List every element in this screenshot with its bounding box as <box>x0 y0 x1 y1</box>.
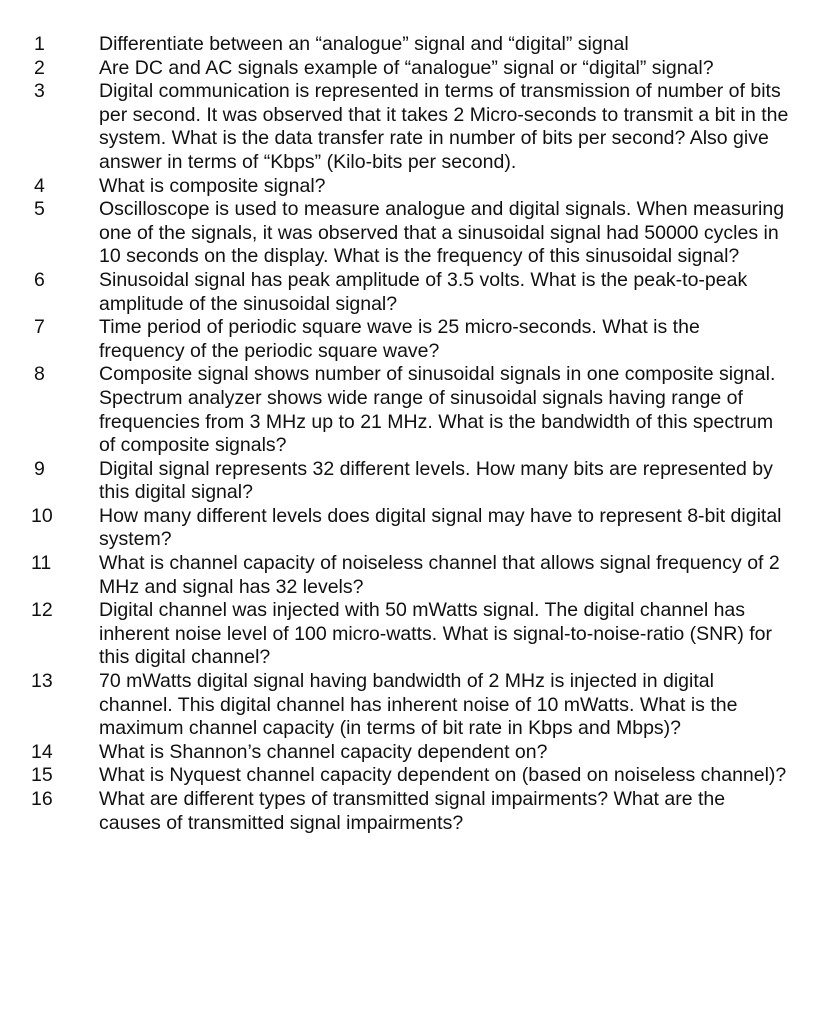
question-text: Oscilloscope is used to measure analogue and digital signals. When measuring one of the signals, it was observed that a sinusoidal signal had 50000 cycles in 10 seconds on the display. What is the frequency of this sinusoidal signal? <box>99 198 785 268</box>
question-number: 9 <box>34 457 45 480</box>
question-number: 15 <box>31 764 53 787</box>
question-item <box>0 57 823 81</box>
question-item <box>0 175 823 199</box>
question-item <box>0 33 823 57</box>
question-number: 7 <box>34 316 45 339</box>
question-text: Digital channel was injected with 50 mWatts signal. The digital channel has inherent noise level of 100 micro-watts. What is signal-to-noise-ratio (SNR) for this digital channel? <box>99 599 773 669</box>
question-number: 5 <box>34 198 45 221</box>
question-number: 2 <box>34 56 45 79</box>
question-text: Digital signal represents 32 different levels. How many bits are represented by this digital signal? <box>99 457 773 504</box>
question-item <box>0 269 823 316</box>
question-number: 10 <box>31 504 53 527</box>
question-number: 14 <box>31 740 53 763</box>
question-text: Time period of periodic square wave is 25 micro-seconds. What is the frequency of the periodic square wave? <box>99 316 700 362</box>
question-text: What are different types of transmitted signal impairments? What are the causes of transmitted signal impairments? <box>99 788 726 834</box>
question-item <box>0 599 823 670</box>
question-item <box>0 316 823 363</box>
question-item <box>0 552 823 599</box>
question-text: 70 mWatts digital signal having bandwidth of 2 MHz is injected in digital channel. This digital channel has inherent noise of 10 mWatts. What is the maximum channel capacity (in terms of bit rate in Kbps and Mbps)? <box>99 670 738 740</box>
question-number: 3 <box>34 80 45 103</box>
question-item <box>0 505 823 552</box>
question-item <box>0 458 823 505</box>
question-item <box>0 788 823 835</box>
question-number: 6 <box>34 268 45 291</box>
question-number: 4 <box>34 174 45 197</box>
question-number: 16 <box>31 788 53 810</box>
question-list <box>0 33 823 835</box>
question-text: What is channel capacity of noiseless channel that allows signal frequency of 2 MHz and signal has 32 levels? <box>99 552 780 598</box>
question-text: Sinusoidal signal has peak amplitude of 3.5 volts. What is the peak-to-peak amplitude of the sinusoidal signal? <box>99 268 748 315</box>
question-item <box>0 741 823 765</box>
question-text: What is Nyquest channel capacity dependent on (based on noiseless channel)? <box>99 764 787 787</box>
question-text: Digital communication is represented in terms of transmission of number of bits per second. It was observed that it takes 2 Micro-seconds to transmit a bit in the system. What is the data transfer rate in number of bits per second? Also give answer in terms of “Kbps” (Kilo-bits per second). <box>99 80 789 173</box>
question-number: 1 <box>34 33 45 55</box>
question-item <box>0 198 823 269</box>
question-text: How many different levels does digital signal may have to represent 8-bit digital system? <box>99 504 782 551</box>
question-text: What is composite signal? <box>99 174 326 197</box>
question-item <box>0 764 823 788</box>
question-number: 11 <box>31 552 52 575</box>
question-text: Composite signal shows number of sinusoidal signals in one composite signal. Spectrum analyzer shows wide range of sinusoidal signals having range of frequencies from 3 MHz up to 21 MHz. What is the bandwidth of this spectrum of composite signals? <box>99 363 776 457</box>
question-item <box>0 670 823 741</box>
question-text: Differentiate between an “analogue” signal and “digital” signal <box>99 33 629 55</box>
question-number: 12 <box>31 599 53 622</box>
question-item <box>0 80 823 174</box>
question-number: 8 <box>34 363 45 386</box>
question-text: Are DC and AC signals example of “analogue” signal or “digital” signal? <box>99 56 714 79</box>
question-number: 13 <box>31 670 53 693</box>
question-item <box>0 363 823 457</box>
question-text: What is Shannon’s channel capacity dependent on? <box>99 740 548 763</box>
